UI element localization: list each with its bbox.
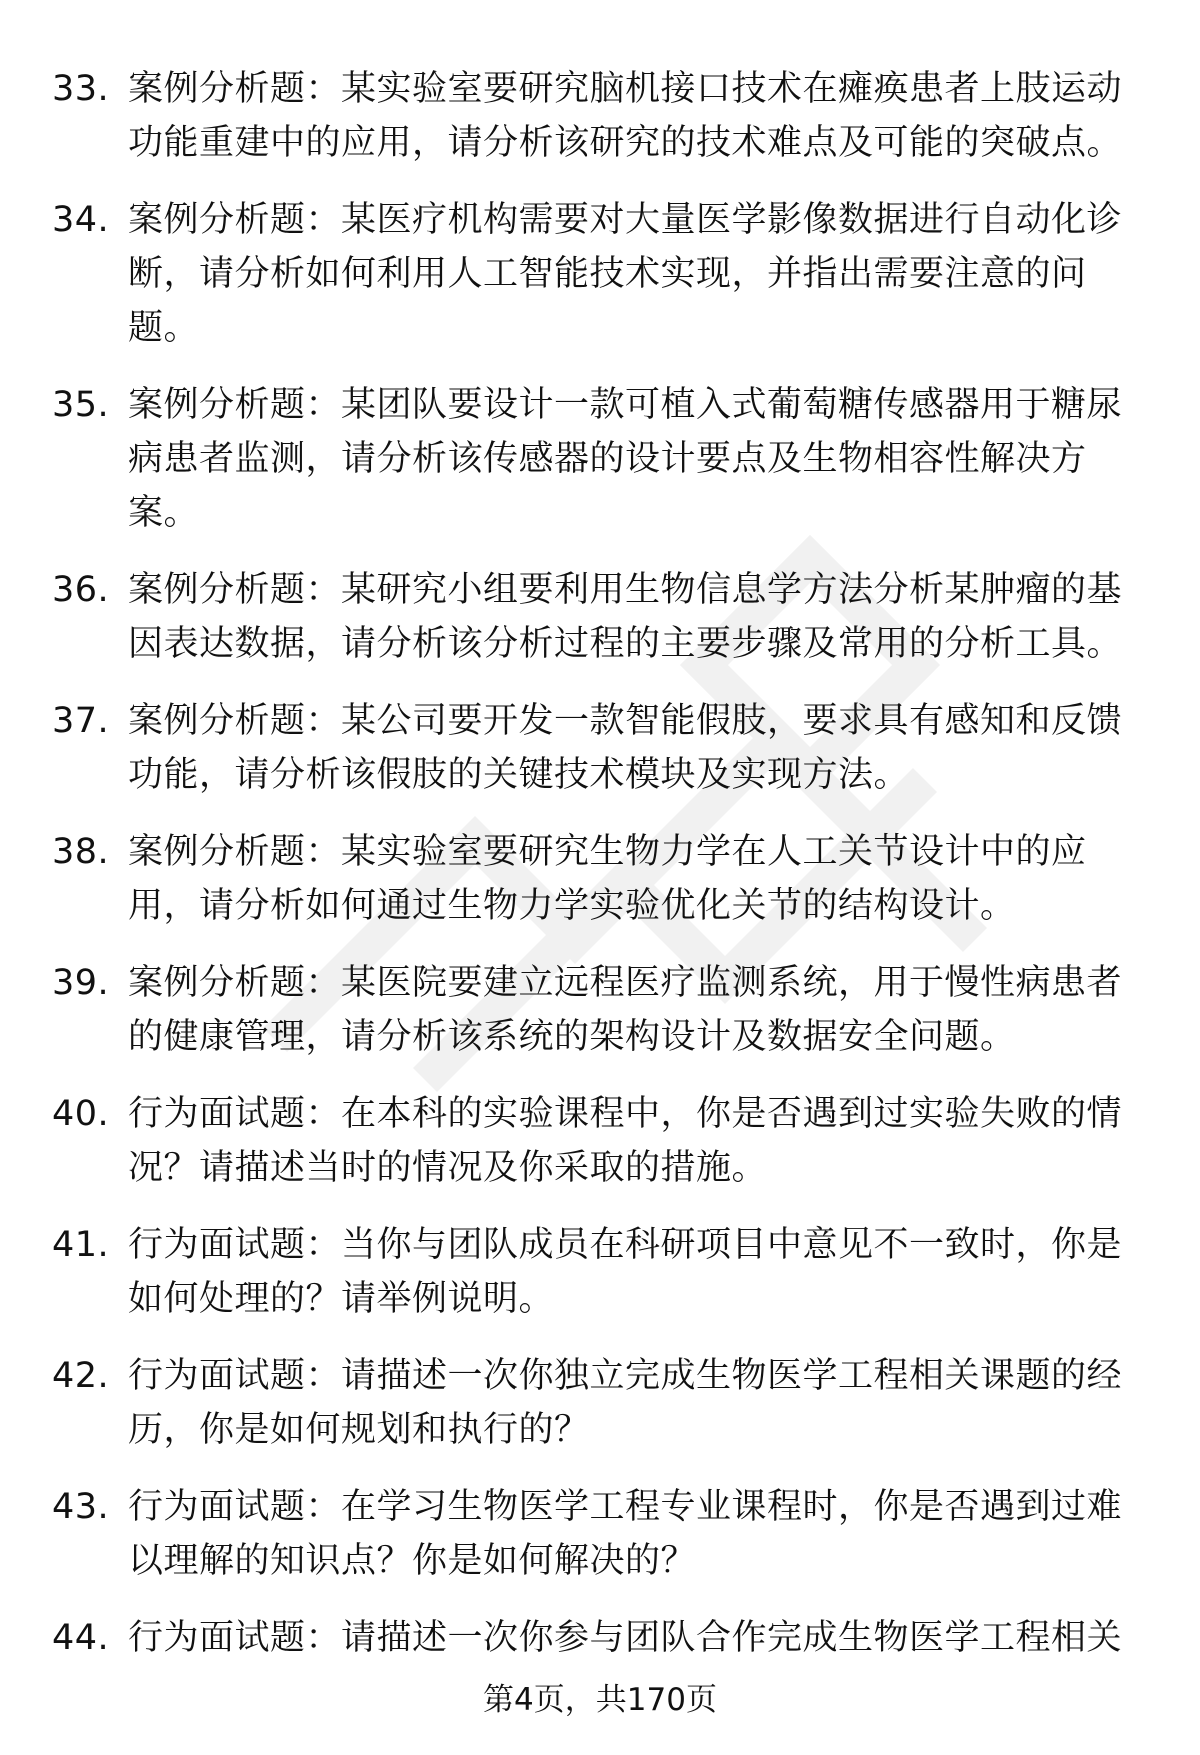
question-item-42 [0, 1349, 1133, 1457]
question-text: 案例分析题：某研究小组要利用生物信息学方法分析某肿瘤的基因表达数据，请分析该分析过程的主要步骤及常用的分析工具。 [128, 570, 1123, 664]
question-number: 33. [52, 69, 110, 109]
question-item-38 [0, 825, 1133, 933]
question-number: 42. [52, 1356, 110, 1396]
question-number: 36. [52, 570, 110, 610]
page-number-label: 第4页，共170页 [483, 1682, 717, 1718]
question-text: 案例分析题：某医院要建立远程医疗监测系统，用于慢性病患者的健康管理，请分析该系统的架构设计及数据安全问题。 [128, 963, 1123, 1057]
question-text: 行为面试题：在本科的实验课程中，你是否遇到过实验失败的情况？请描述当时的情况及你采取的措施。 [128, 1094, 1123, 1188]
question-number: 37. [52, 701, 110, 741]
question-item-33 [0, 62, 1133, 170]
question-item-40 [0, 1087, 1133, 1195]
question-number: 38. [52, 832, 110, 872]
question-text: 案例分析题：某实验室要研究脑机接口技术在瘫痪患者上肢运动功能重建中的应用，请分析该研究的技术难点及可能的突破点。 [128, 69, 1123, 163]
question-number: 44. [52, 1618, 110, 1658]
question-item-39 [0, 956, 1133, 1064]
question-item-41 [0, 1218, 1133, 1326]
page-footer [0, 1678, 1200, 1722]
question-text: 行为面试题：请描述一次你参与团队合作完成生物医学工程相关 [128, 1618, 1123, 1658]
question-text: 行为面试题：当你与团队成员在科研项目中意见不一致时，你是如何处理的？请举例说明。 [128, 1225, 1123, 1319]
question-text: 行为面试题：请描述一次你独立完成生物医学工程相关课题的经历，你是如何规划和执行的？ [128, 1356, 1123, 1450]
question-item-36 [0, 563, 1133, 671]
question-text: 案例分析题：某公司要开发一款智能假肢，要求具有感知和反馈功能，请分析该假肢的关键技术模块及实现方法。 [128, 701, 1123, 795]
question-text: 行为面试题：在学习生物医学工程专业课程时，你是否遇到过难以理解的知识点？你是如何解决的？ [128, 1487, 1123, 1581]
question-number: 34. [52, 200, 110, 240]
question-text: 案例分析题：某实验室要研究生物力学在人工关节设计中的应用，请分析如何通过生物力学实验优化关节的结构设计。 [128, 832, 1087, 926]
question-text: 案例分析题：某医疗机构需要对大量医学影像数据进行自动化诊断，请分析如何利用人工智能技术实现，并指出需要注意的问题。 [128, 200, 1123, 348]
question-number: 39. [52, 963, 110, 1003]
question-item-44 [0, 1611, 1133, 1665]
question-number: 40. [52, 1094, 110, 1134]
question-item-43 [0, 1480, 1133, 1588]
question-text: 案例分析题：某团队要设计一款可植入式葡萄糖传感器用于糖尿病患者监测，请分析该传感器的设计要点及生物相容性解决方案。 [128, 385, 1123, 533]
question-number: 35. [52, 385, 110, 425]
question-number: 43. [52, 1487, 110, 1527]
question-item-34 [0, 193, 1133, 355]
question-list [0, 62, 1200, 1688]
question-item-37 [0, 694, 1133, 802]
question-item-35 [0, 378, 1133, 540]
question-number: 41. [52, 1225, 110, 1265]
